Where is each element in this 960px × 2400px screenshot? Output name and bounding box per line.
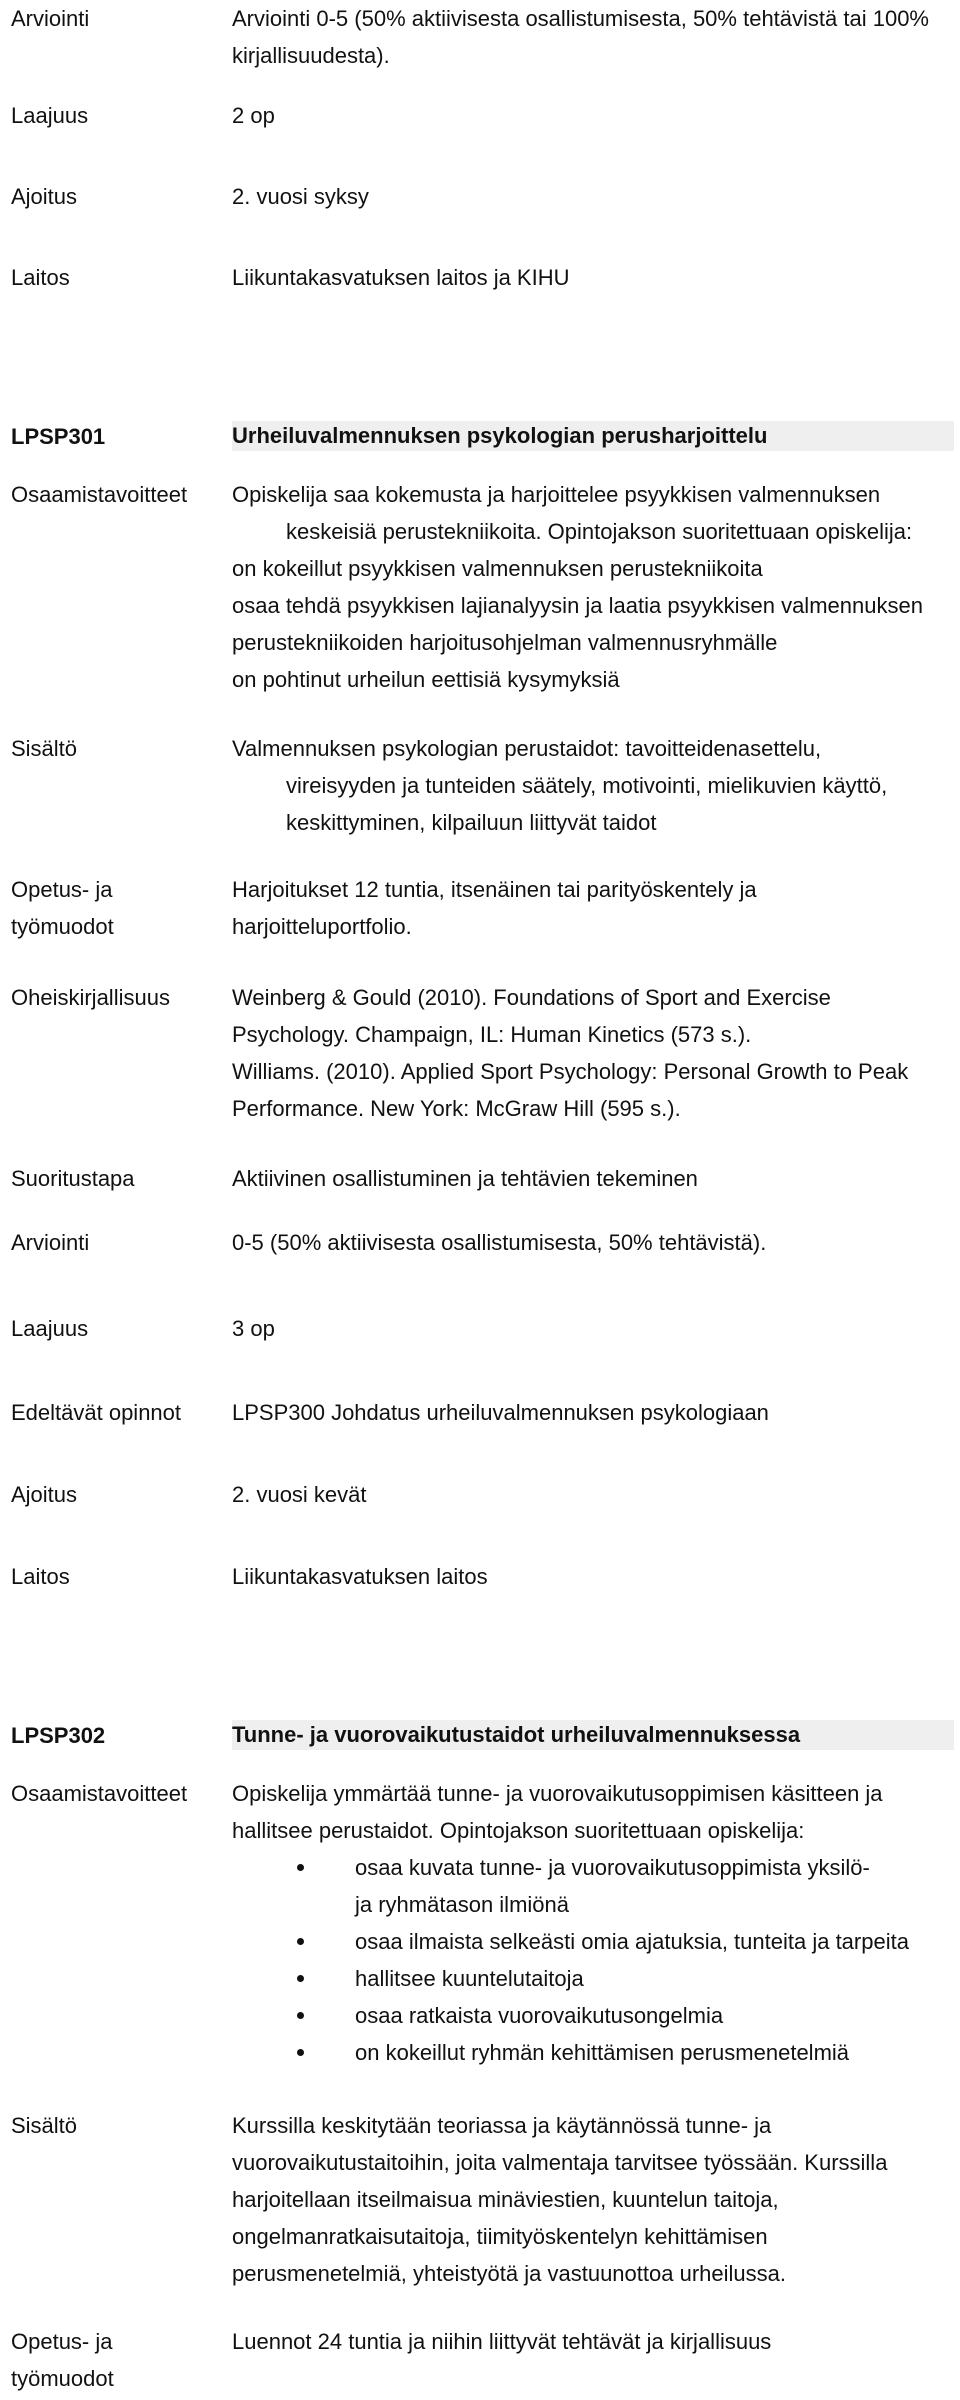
value-laitos: Liikuntakasvatuksen laitos ja KIHU <box>232 265 570 290</box>
value-opetus: Luennot 24 tuntia ja niihin liittyvät tehtävät ja kirjallisuus <box>232 2329 772 2354</box>
value-sisalto <box>232 730 952 841</box>
list-item: on kokeillut psyykkisen valmennuksen perustekniikoita <box>232 556 763 581</box>
value-oheiskirjallisuus <box>232 979 932 1127</box>
text-line: Opiskelija saa kokemusta ja harjoittelee psyykkisen valmennuksen <box>232 482 881 507</box>
value-suoritustapa: Aktiivinen osallistuminen ja tehtävien tekeminen <box>232 1166 698 1191</box>
value-sisalto: Kurssilla keskitytään teoriassa ja käytännössä tunne- ja vuorovaikutustaitoihin, joita valmentaja tarvitsee työssään. Kurssilla harjoitellaan itseilmaisua minäviestien, kuuntelun taitoja, ongelmanratkaisutaitoja, tiimityöskentelyn kehittämisen perusmenetelmiä, yhteistyötä ja vastuunottoa urheilussa. <box>232 2113 888 2286</box>
value-edeltavat-opinnot: LPSP300 Johdatus urheiluvalmennuksen psykologiaan <box>232 1400 769 1425</box>
label-osaamistavoitteet: Osaamistavoitteet <box>11 1781 188 1806</box>
course-code: LPSP302 <box>11 1723 106 1748</box>
label-laitos: Laitos <box>11 265 70 290</box>
text-line: Valmennuksen psykologian perustaidot: tavoitteidenasettelu, <box>232 736 822 761</box>
bullet-item: hallitsee kuuntelutaitoja <box>232 1960 912 1997</box>
list-item: on pohtinut urheilun eettisiä kysymyksiä <box>232 667 620 692</box>
label-laitos: Laitos <box>11 1564 70 1589</box>
text-line: keskeisiä perustekniikoita. Opintojakson suoritettuaan opiskelija: <box>286 519 913 544</box>
course-code: LPSP301 <box>11 424 106 449</box>
label-laajuus: Laajuus <box>11 1316 89 1341</box>
value-ajoitus: 2. vuosi syksy <box>232 184 369 209</box>
value-arviointi: 0-5 (50% aktiivisesta osallistumisesta, 50% tehtävistä). <box>232 1230 767 1255</box>
bullet-item: on kokeillut ryhmän kehittämisen perusmenetelmiä <box>232 2034 912 2071</box>
label-osaamistavoitteet: Osaamistavoitteet <box>11 482 188 507</box>
reference-item: Weinberg & Gould (2010). Foundations of Sport and Exercise Psychology. Champaign, IL: Human Kinetics (573 s.). <box>232 985 831 1047</box>
value-osaamistavoitteet <box>232 476 952 698</box>
label-ajoitus: Ajoitus <box>11 184 78 209</box>
intro-text: Opiskelija ymmärtää tunne- ja vuorovaikutusoppimisen käsitteen ja hallitsee perustaidot. Opintojakson suoritettuaan opiskelija: <box>232 1781 883 1843</box>
text-line: keskittyminen, kilpailuun liittyvät taidot <box>286 810 657 835</box>
value-opetus: Harjoitukset 12 tuntia, itsenäinen tai parityöskentely ja harjoitteluportfolio. <box>232 877 757 939</box>
course-title: Urheiluvalmennuksen psykologian perusharjoittelu <box>232 421 954 451</box>
label-arviointi: Arviointi <box>11 6 90 31</box>
label-sisalto: Sisältö <box>11 2113 78 2138</box>
label-edeltavat-opinnot: Edeltävät opinnot <box>11 1400 182 1425</box>
label-laajuus: Laajuus <box>11 103 89 128</box>
label-suoritustapa: Suoritustapa <box>11 1166 135 1191</box>
reference-item: Williams. (2010). Applied Sport Psychology: Personal Growth to Peak Performance. New York: McGraw Hill (595 s.). <box>232 1059 909 1121</box>
label-opetus: Opetus- ja työmuodot <box>11 2329 114 2391</box>
label-arviointi: Arviointi <box>11 1230 90 1255</box>
value-osaamistavoitteet <box>232 1775 912 2071</box>
value-laajuus: 2 op <box>232 103 275 128</box>
text-line: vireisyyden ja tunteiden säätely, motivointi, mielikuvien käyttö, <box>286 773 888 798</box>
value-arviointi: Arviointi 0-5 (50% aktiivisesta osallistumisesta, 50% tehtävistä tai 100% kirjallisuudesta). <box>232 6 929 68</box>
label-opetus: Opetus- ja työmuodot <box>11 877 114 939</box>
value-laitos: Liikuntakasvatuksen laitos <box>232 1564 488 1589</box>
value-ajoitus: 2. vuosi kevät <box>232 1482 367 1507</box>
bullet-item: osaa ilmaista selkeästi omia ajatuksia, tunteita ja tarpeita <box>232 1923 912 1960</box>
label-ajoitus: Ajoitus <box>11 1482 78 1507</box>
bullet-item: osaa kuvata tunne- ja vuorovaikutusoppimista yksilö- ja ryhmätason ilmiönä <box>232 1849 875 1923</box>
value-laajuus: 3 op <box>232 1316 275 1341</box>
label-oheiskirjallisuus: Oheiskirjallisuus <box>11 985 170 1010</box>
bullet-item: osaa ratkaista vuorovaikutusongelmia <box>232 1997 912 2034</box>
course-title: Tunne- ja vuorovaikutustaidot urheiluvalmennuksessa <box>232 1720 954 1750</box>
label-sisalto: Sisältö <box>11 736 78 761</box>
list-item: osaa tehdä psyykkisen lajianalyysin ja laatia psyykkisen valmennuksen perustekniikoiden harjoitusohjelman valmennusryhmälle <box>232 593 923 655</box>
